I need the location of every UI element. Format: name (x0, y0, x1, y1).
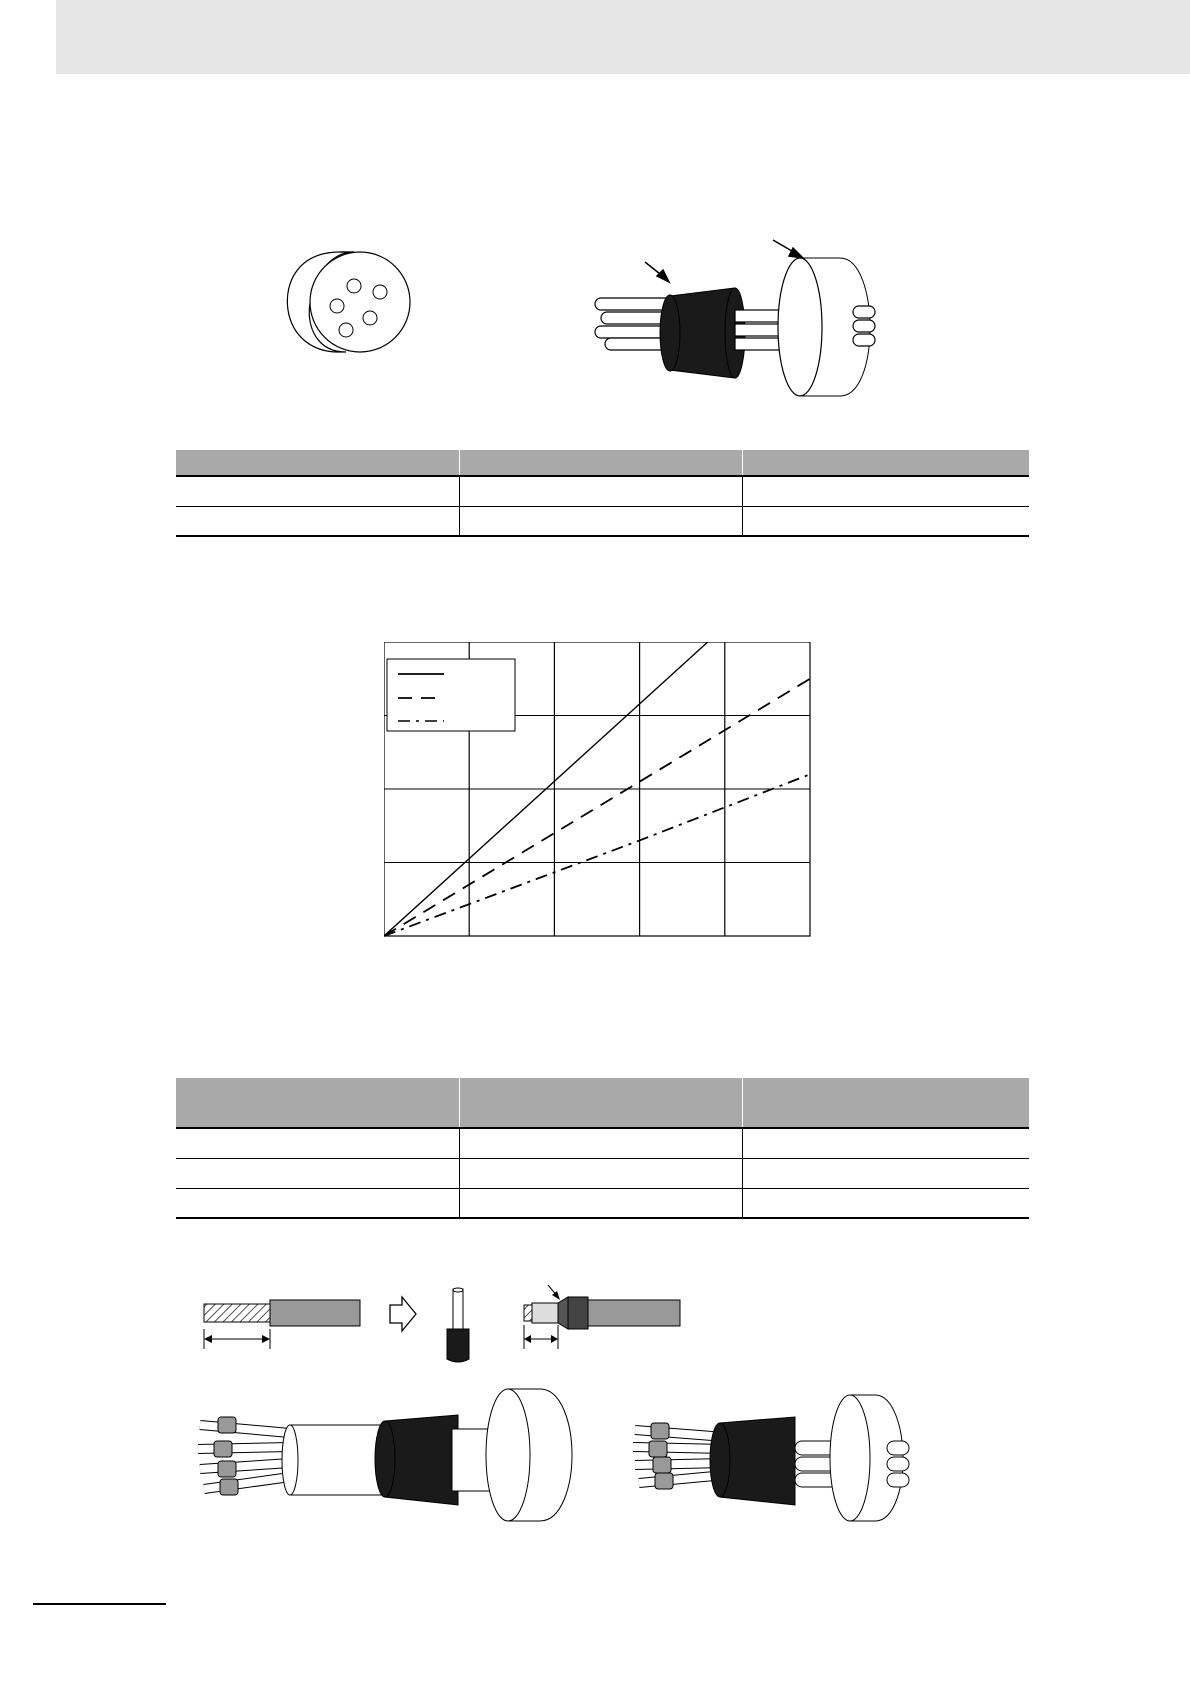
table-cell (742, 1188, 1029, 1218)
assembled-cable-right-illustration (625, 1385, 945, 1525)
table-cell (459, 1158, 742, 1188)
table-cell (742, 1158, 1029, 1188)
table-row (176, 1128, 1029, 1158)
table-cell (176, 506, 459, 536)
cable-assembly-illustration (585, 238, 885, 400)
table-row (176, 476, 1029, 506)
table-2 (176, 1078, 1029, 1219)
grommet-illustration (280, 248, 420, 358)
table-cell (176, 1128, 459, 1158)
table-cell (742, 506, 1029, 536)
footer-rule (33, 1603, 166, 1605)
table-2-header-cell (176, 1078, 459, 1128)
header-band (56, 0, 1190, 74)
table-cell (742, 476, 1029, 506)
table-cell (176, 1158, 459, 1188)
table-cell (742, 1128, 1029, 1158)
table-row (176, 1188, 1029, 1218)
table-1-header-cell (459, 450, 742, 476)
table-cell (459, 476, 742, 506)
table-1-header-cell (176, 450, 459, 476)
wire-preparation-illustration (200, 1285, 690, 1365)
assembled-cable-left-illustration (190, 1385, 580, 1525)
table-row (176, 506, 1029, 536)
line-chart (384, 642, 814, 940)
ferrule-icon (447, 1288, 469, 1362)
crimped-wire (524, 1285, 680, 1349)
table-row (176, 1158, 1029, 1188)
stripped-wire (204, 1300, 360, 1349)
table-1 (176, 450, 1029, 537)
arrow-right-icon (390, 1297, 416, 1331)
table-2-header-cell (459, 1078, 742, 1128)
table-cell (176, 476, 459, 506)
table-cell (459, 506, 742, 536)
table-1-header-cell (742, 450, 1029, 476)
table-cell (176, 1188, 459, 1218)
chart-legend (387, 659, 515, 731)
table-cell (459, 1188, 742, 1218)
table-cell (459, 1128, 742, 1158)
table-2-header-cell (742, 1078, 1029, 1128)
